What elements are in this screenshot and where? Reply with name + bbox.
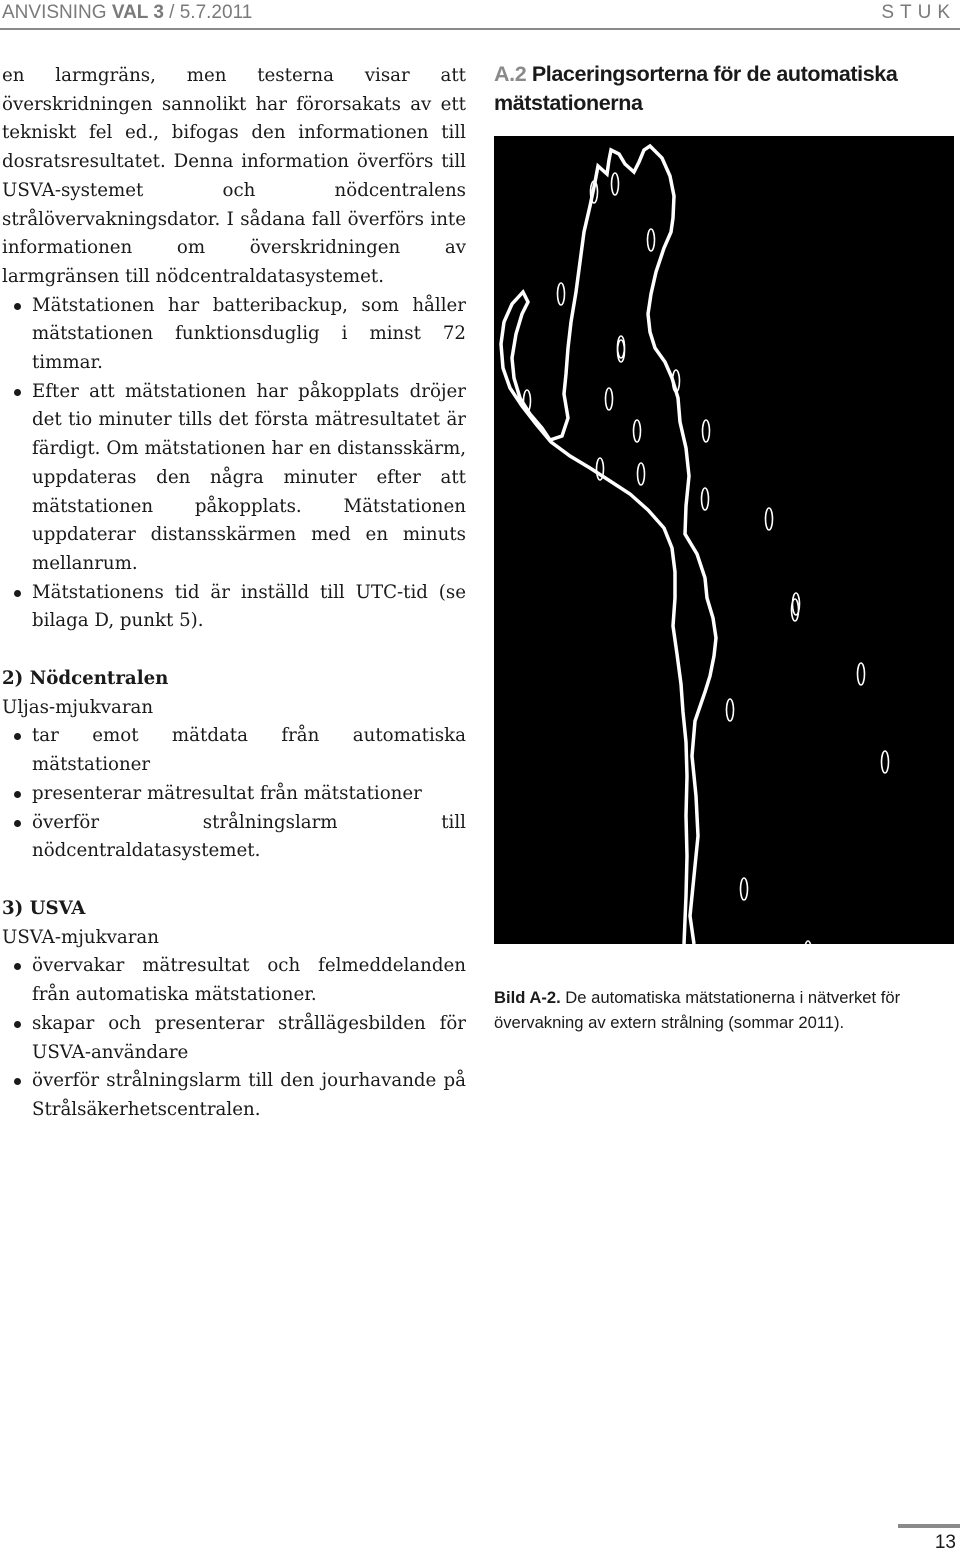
list-item: övervakar mätresultat och felmeddelanden från automatiska mätstationer. bbox=[2, 952, 466, 1009]
section-heading: 2) Nödcentralen bbox=[2, 668, 169, 689]
station-marker bbox=[741, 878, 748, 900]
station-marker bbox=[638, 463, 645, 485]
intro-paragraph: en larmgräns, men testerna visar att överskridningen sannolikt har förorsakats av ett tekniskt fel ed., bifogas den informationen till dosratsresultatet. Denna information överförs till USVA-systemet och nödcentralens strålövervakningsdator. I sådana fall överförs inte informationen om överskridningen av larmgränsen till nödcentraldatasystemet. bbox=[2, 65, 466, 287]
station-marker bbox=[766, 508, 773, 530]
section-bullet-list bbox=[2, 722, 466, 866]
finland-map-svg bbox=[494, 136, 954, 944]
caption-label: Bild A-2. bbox=[494, 988, 561, 1007]
page-header bbox=[0, 0, 960, 30]
station-marker bbox=[882, 751, 889, 773]
section-subheading: USVA-mjukvaran bbox=[2, 926, 159, 948]
station-marker bbox=[558, 283, 565, 305]
figure-title: A.2 Placeringsorterna för de automatiska mätstationerna bbox=[494, 62, 898, 115]
station-marker bbox=[727, 699, 734, 721]
list-item: Efter att mätstationen har påkopplats dröjer det tio minuter tills det första mätresultatet är färdigt. Om mätstationen har en distansskärm, uppdateras den några minuter efter att mätstationen påkopplats. Mätstationen uppdaterar distansskärmen med en minuts mellanrum. bbox=[2, 378, 466, 579]
page-number: 13 bbox=[934, 1532, 956, 1553]
station-marker bbox=[634, 420, 641, 442]
station-marker bbox=[703, 420, 710, 442]
list-item: skapar och presenterar strållägesbilden för USVA-användare bbox=[2, 1010, 466, 1067]
station-map bbox=[494, 136, 954, 944]
station-marker bbox=[702, 488, 709, 510]
figure-number: A.2 bbox=[494, 62, 527, 86]
country-border bbox=[501, 146, 716, 944]
station-marker bbox=[612, 173, 619, 195]
station-markers bbox=[524, 173, 889, 944]
organization-name: STUK bbox=[881, 2, 956, 23]
footer-rule bbox=[898, 1524, 960, 1528]
station-marker bbox=[805, 941, 812, 944]
intro-text bbox=[2, 62, 466, 636]
figure-caption bbox=[494, 985, 956, 1035]
section-usva bbox=[2, 895, 466, 1125]
list-item: presenterar mätresultat från mätstationer bbox=[2, 780, 466, 809]
section-emergency-centre bbox=[2, 665, 466, 866]
station-marker bbox=[648, 229, 655, 251]
caption-text: De automatiska mätstationerna i nätverket för övervakning av extern strålning (sommar 2011). bbox=[494, 988, 901, 1032]
list-item: överför strålningslarm till nödcentraldatasystemet. bbox=[2, 809, 466, 866]
list-item: överför strålningslarm till den jourhavande på Strålsäkerhetscentralen. bbox=[2, 1067, 466, 1124]
station-marker bbox=[597, 458, 604, 480]
station-marker bbox=[858, 663, 865, 685]
section-heading: 3) USVA bbox=[2, 898, 86, 919]
intro-bullet-list bbox=[2, 292, 466, 636]
station-marker bbox=[606, 388, 613, 410]
list-item: Mätstationens tid är inställd till UTC-tid (se bilaga D, punkt 5). bbox=[2, 579, 466, 636]
list-item: tar emot mätdata från automatiska mätstationer bbox=[2, 722, 466, 779]
section-subheading: Uljas-mjukvaran bbox=[2, 696, 154, 718]
list-item: Mätstationen har batteribackup, som håller mätstationen funktionsduglig i minst 72 timmar. bbox=[2, 292, 466, 378]
section-bullet-list bbox=[2, 952, 466, 1124]
document-reference: ANVISNING VAL 3 / 5.7.2011 bbox=[2, 2, 253, 23]
